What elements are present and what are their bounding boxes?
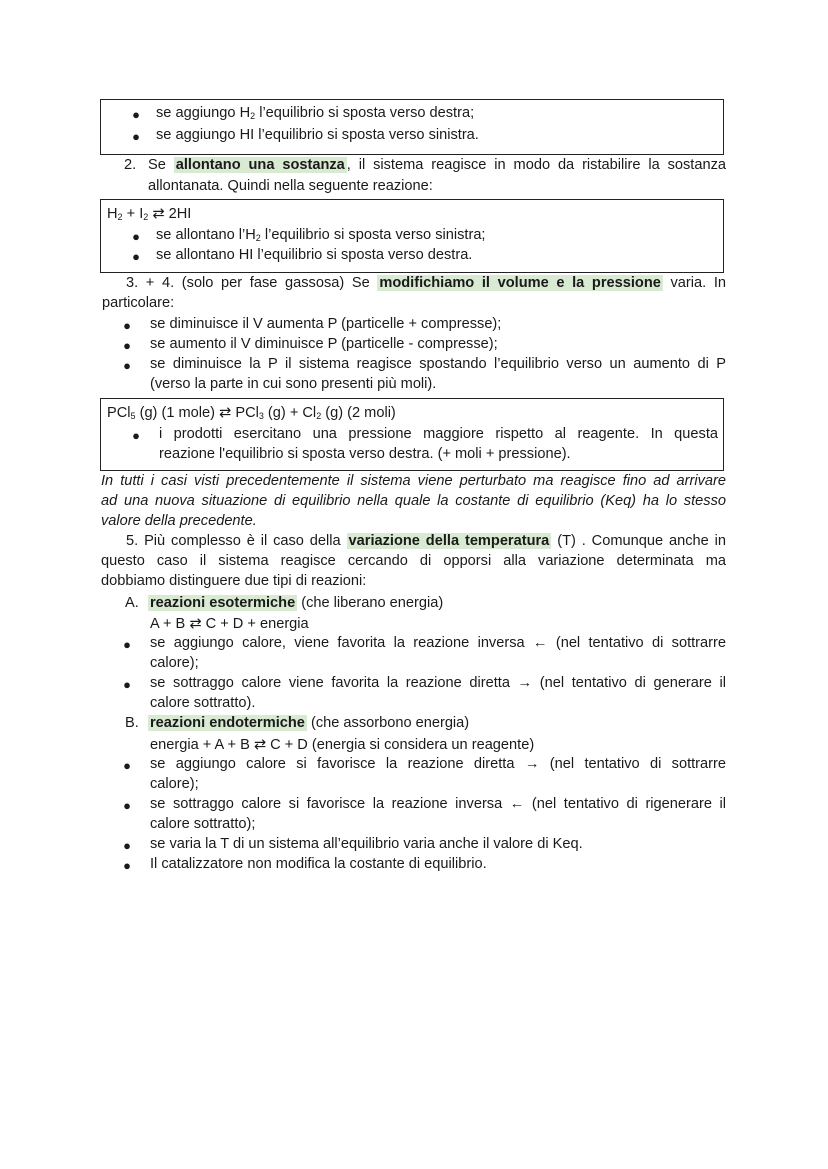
section-a-title: reazioni esotermiche (che liberano energia): [150, 595, 444, 611]
bullet-icon: ●: [123, 637, 131, 652]
box-equilibrium-addition: [100, 99, 724, 155]
italic-line-1: In tutti i casi visti precedentemente il sistema viene perturbato ma reagisce fino ad arrivare: [101, 473, 726, 489]
bullet-icon: ●: [132, 107, 140, 122]
section-a-bullet-1-cont: calore);: [150, 655, 199, 671]
section-b-equation: energia + A + B ⇄ C + D (energia si considera un reagente): [150, 737, 535, 753]
bullet-icon: ●: [123, 338, 131, 353]
box1-item-1: se aggiungo $H_2$ l’equilibrio si sposta verso destra;: [156, 105, 475, 121]
bullet-icon: ●: [123, 677, 131, 692]
italic-line-2: ad una nuova situazione di equilibrio nella quale la costante di equilibrio (Keq) ha lo stesso: [101, 493, 726, 509]
item5-line-3: dobbiamo distinguere due tipi di reazioni:: [101, 573, 367, 589]
section-b-letter: B.: [125, 715, 139, 731]
section-b-bullet-1-cont: calore);: [150, 776, 199, 792]
item34-line-2: particolare:: [102, 295, 175, 311]
bullet-icon: ●: [123, 858, 131, 873]
bullet-icon: ●: [132, 229, 140, 244]
item2-line-1: Se allontano una sostanza , il sistema reagisce in modo da ristabilire la sostanza: [148, 157, 726, 173]
bullet-icon: ●: [123, 758, 131, 773]
item34-line-1: 3. + 4. (solo per fase gassosa) Se modifichiamo il volume e la pressione varia. In: [126, 275, 726, 291]
section-b-bullet-2-cont: calore sottratto);: [150, 816, 256, 832]
bullet-icon: ●: [132, 249, 140, 264]
section-b-bullet-2: se sottraggo calore si favorisce la reazione inversa ← (nel tentativo di rigenerare il: [150, 796, 726, 812]
box-pcl5-example: [100, 398, 724, 471]
bullet-icon: ●: [132, 129, 140, 144]
bullet-icon: ●: [123, 318, 131, 333]
item5-line-2: questo caso il sistema reagisce cercando di opporsi alla variazione determinata ma: [101, 553, 726, 569]
section-a-letter: A.: [125, 595, 139, 611]
section-b-bullet-3: se varia la T di un sistema all’equilibrio varia anche il valore di Keq.: [150, 836, 583, 852]
item5-line-1: 5. Più complesso è il caso della variazione della temperatura (T) . Comunque anche in: [126, 533, 726, 549]
item34-bullet-1: se diminuisce il V aumenta P (particelle + compresse);: [150, 316, 502, 332]
bullet-icon: ●: [123, 838, 131, 853]
section-a-bullet-2-cont: calore sottratto).: [150, 695, 256, 711]
item34-bullet-3: se diminuisce la P il sistema reagisce spostando l’equilibrio verso un aumento di P: [150, 356, 726, 372]
section-a-bullet-2: se sottraggo calore viene favorita la reazione diretta → (nel tentativo di generare il: [150, 675, 726, 691]
item2-line-2: allontanata. Quindi nella seguente reazione:: [148, 178, 433, 194]
bullet-icon: ●: [132, 428, 140, 443]
box2-item-1: se allontano $l’H_2$ l’equilibrio si sposta verso sinistra;: [156, 227, 486, 243]
box3-item-line-2: reazione l'equilibrio si sposta verso destra. (+ moli + pressione).: [159, 446, 571, 462]
box2-item-2: se allontano HI l’equilibrio si sposta verso destra.: [156, 247, 473, 263]
bullet-icon: ●: [123, 358, 131, 373]
section-a-bullet-1: se aggiungo calore, viene favorita la reazione inversa ← (nel tentativo di sottrarre: [150, 635, 726, 651]
item34-bullet-3-cont: (verso la parte in cui sono presenti più moli).: [150, 376, 437, 392]
box1-item-2: se aggiungo HI l’equilibrio si sposta verso sinistra.: [156, 127, 479, 143]
item-number: 2.: [124, 157, 137, 173]
section-a-equation: A + B ⇄ C + D + energia: [150, 616, 309, 632]
box-equilibrium-removal: [100, 199, 724, 273]
section-b-title: reazioni endotermiche (che assorbono energia): [150, 715, 470, 731]
equation-h2-i2: $H_2 + I_2$ ⇄ 2HI: [107, 206, 192, 222]
item34-bullet-2: se aumento il V diminuisce P (particelle - compresse);: [150, 336, 498, 352]
box3-item-line-1: i prodotti esercitano una pressione maggiore rispetto al reagente. In questa: [159, 426, 718, 442]
equation-pcl5: PCl$_5$ (g) (1 mole) ⇄ PCl$_3$ $(g) + Cl_2$ (g) (2 moli): [107, 405, 396, 421]
section-b-bullet-1: se aggiungo calore si favorisce la reazione diretta → (nel tentativo di sottrarre: [150, 756, 726, 772]
section-b-bullet-4: Il catalizzatore non modifica la costante di equilibrio.: [150, 856, 487, 872]
bullet-icon: ●: [123, 798, 131, 813]
italic-line-3: valore della precedente.: [101, 513, 257, 529]
